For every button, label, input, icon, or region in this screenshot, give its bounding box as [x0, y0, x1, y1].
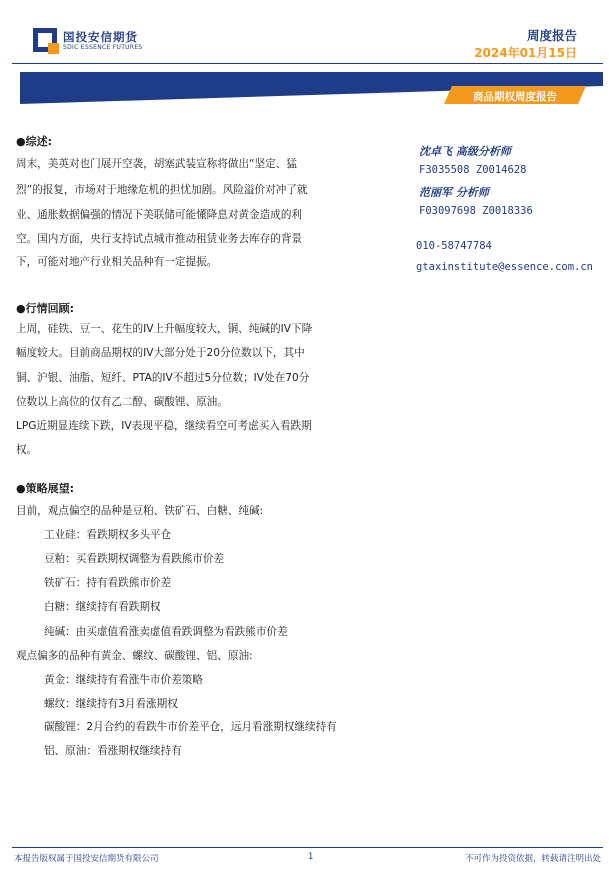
review-title: ●行情回顾:	[16, 302, 74, 315]
review-line: 铜、沪银、油脂、短纤、PTA的IV不超过5分位数；IV处在70分	[16, 372, 310, 384]
review-line: 权。	[16, 444, 38, 456]
report-date: 2024年01月15日	[474, 46, 577, 60]
strategy-title: ●策略展望:	[16, 482, 74, 495]
title-banner	[12, 72, 603, 104]
banner-title: 商品期权周度报告	[473, 91, 557, 103]
report-type: 周度报告	[526, 28, 577, 43]
review-line: LPG近期显连续下跌，IV表现平稳，继续看空可考虑买入看跌期	[16, 420, 312, 432]
footer-divider	[12, 847, 603, 848]
footer-disclaimer: 不可作为投资依据，转载请注明出处	[464, 854, 601, 864]
phone-number: 010-58747784	[416, 240, 492, 252]
summary-line: 业、通胀数据偏强的情况下美联储可能懂降息对黄金造成的利	[16, 209, 303, 221]
summary-title: ●综述:	[16, 135, 52, 148]
brand-name-en: SDIC ESSENCE FUTURES	[63, 44, 143, 51]
bearish-item: 豆粕：买看跌期权调整为看跌熊市价差	[44, 553, 225, 565]
analyst-1-cert: F3035508 Z0014628	[419, 164, 527, 176]
review-line: 上周，硅铁、豆一、花生的IV上升幅度较大，铜、纯碱的IV下降	[16, 323, 313, 335]
bearish-item: 铁矿石：持有看跌熊市价差	[44, 577, 172, 589]
brand-name-cn: 国投安信期货	[63, 30, 138, 44]
summary-line: 下，可能对地产行业相关品种有一定提振。	[16, 256, 218, 268]
summary-line: 周末，美英对也门展开空袭，胡塞武装宣称将做出“坚定、猛	[16, 158, 297, 170]
bearish-intro: 目前，观点偏空的品种是豆粕、铁矿石、白糖、纯碱:	[16, 505, 264, 517]
review-line: 位数以上高位的仅有乙二醇、碳酸锂、原油。	[16, 396, 228, 408]
analyst-1-name: 沈卓飞 高级分析师	[419, 145, 511, 158]
bearish-item: 白糖：继续持有看跌期权	[44, 601, 161, 613]
bearish-item: 纯碱：由买虚值看涨卖虚值看跌调整为看跌熊市价差	[44, 626, 288, 638]
analyst-2-name: 范丽军 分析师	[419, 186, 489, 199]
summary-line: 空。国内方面，央行支持试点城市推动租赁业务去库存的背景	[16, 233, 303, 245]
header-divider	[12, 63, 603, 64]
summary-line: 烈”的报复，市场对于地缘危机的担忧加剧。风险溢价对冲了就	[16, 184, 308, 196]
email-address: gtaxinstitute@essence.com.cn	[416, 261, 594, 273]
bullish-intro: 观点偏多的品种有黄金、螺纹、碳酸锂、铝、原油:	[16, 650, 253, 662]
bullish-item: 碳酸锂：2月合约的看跌牛市价差平仓，远月看涨期权继续持有	[44, 721, 337, 733]
footer-copyright: 本报告版权属于国投安信期货有限公司	[14, 854, 159, 864]
bullish-item: 螺纹：继续持有3月看涨期权	[44, 698, 178, 710]
bearish-item: 工业硅：看跌期权多头平仓	[44, 529, 172, 541]
bullish-item: 铝、原油：看涨期权继续持有	[44, 745, 182, 757]
review-line: 幅度较大。目前商品期权的IV大部分处于20分位数以下，其中	[16, 347, 305, 359]
bullish-item: 黄金：继续持有看涨牛市价差策略	[44, 674, 203, 686]
company-logo	[33, 28, 57, 52]
page-number: 1	[308, 852, 314, 862]
analyst-2-cert: F03097698 Z0018336	[419, 205, 533, 217]
